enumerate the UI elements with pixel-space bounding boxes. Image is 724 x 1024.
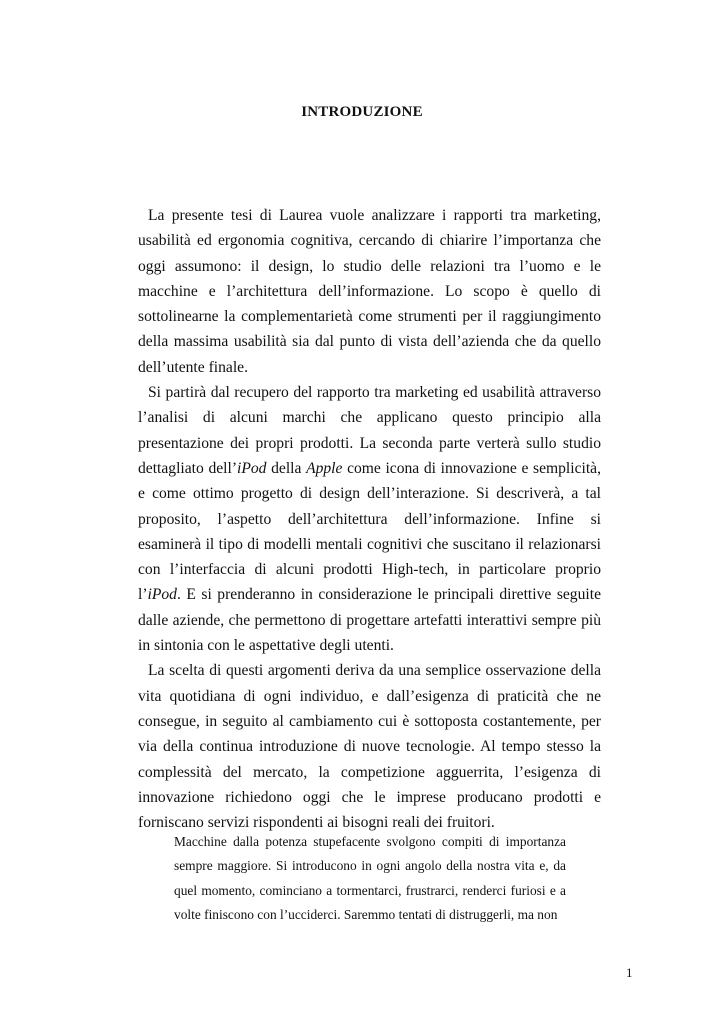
paragraph-text: . E si prenderanno in considerazione le principali direttive seguite dalle aziende, che permettono di progettare artefatti interattivi sempre più in sintonia con le aspettative degli utenti. bbox=[138, 586, 601, 655]
paragraph-1 bbox=[138, 203, 601, 380]
body-text bbox=[138, 203, 601, 835]
paragraph-text: come icona di innovazione e semplicità, e come ottimo progetto di design dell’interazione. Si descriverà, a tal proposito, l’aspetto dell’architettura dell’informazione. Infine si esaminerà il tipo di modelli mentali cognitivi che suscitano il relazionarsi con l’interfaccia di alcuni prodotti High-tech, in particolare proprio l’ bbox=[138, 459, 601, 604]
paragraph-3 bbox=[138, 658, 601, 835]
paragraph-text: della bbox=[266, 459, 307, 477]
page-number: 1 bbox=[626, 965, 633, 980]
paragraph-text: La scelta di questi argomenti deriva da una semplice osservazione della vita quotidiana di ogni individuo, e dall’esigenza di praticità che ne consegue, in seguito al cambiamento cui è sottoposta costantemente, per via della continua introduzione di nuove tecnologie. Al tempo stesso la complessità del mercato, la competizione agguerrita, l’esigenza di innovazione richiedono oggi che le imprese producano prodotti e forniscano servizi rispondenti ai bisogni reali dei fruitori. bbox=[138, 662, 601, 832]
page-title: INTRODUZIONE bbox=[301, 104, 423, 120]
ipod-term: iPod bbox=[147, 586, 177, 604]
apple-term: Apple bbox=[306, 459, 343, 477]
paragraph-text: Si partirà dal recupero del rapporto tra marketing ed usabilità attraverso l’analisi di alcuni marchi che applicano questo principio alla presentazione dei propri prodotti. La seconda parte verterà sullo studio dettagliato dell’ bbox=[138, 384, 601, 477]
paragraph-2 bbox=[138, 380, 601, 658]
paragraph-text: La presente tesi di Laurea vuole analizzare i rapporti tra marketing, usabilità ed ergonomia cognitiva, cercando di chiarire l’importanza che oggi assumono: il design, lo studio delle relazioni tra l’uomo e le macchine e l’architettura dell’informazione. Lo scopo è quello di sottolinearne la complementarietà come strumenti per il raggiungimento della massima usabilità sia dal punto di vista dell’azienda che da quello dell’utente finale. bbox=[138, 207, 601, 376]
ipod-term: iPod bbox=[237, 459, 267, 477]
block-quote: Macchine dalla potenza stupefacente svolgono compiti di importanza sempre maggiore. Si introducono in ogni angolo della nostra vita e, da quel momento, cominciano a tormentarci, frustrarci, renderci furiosi e a volte finiscono con l’ucciderci. Saremmo tentati di distruggerli, ma non bbox=[174, 834, 566, 922]
